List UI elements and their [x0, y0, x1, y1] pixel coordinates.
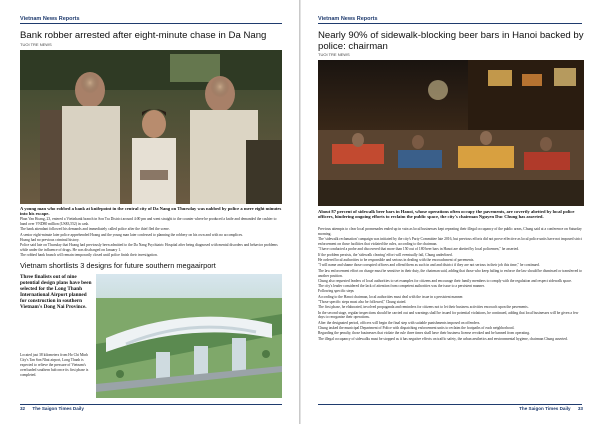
article-body	[20, 217, 282, 259]
airport-rendering	[96, 274, 282, 398]
left-page	[0, 0, 299, 424]
body-paragraph: In the second stage, regular inspections should be carried out and warnings shall be issued for potential violations, he continued, adding that local businesses will be given a few days to reorganize their operations.	[318, 310, 579, 320]
headline: Nearly 90% of sidewalk-blocking beer bars in Hanoi backed by police: chairman	[318, 30, 584, 52]
headline: Bank robber arrested after eight-minute chase in Da Nang	[20, 30, 267, 41]
source-label: TUOI TRE NEWS	[20, 42, 52, 47]
body-paragraph: "Those specific steps must also be followed," Chung stated.	[318, 299, 407, 304]
footer-brand: The Saigon Times Daily	[32, 406, 84, 411]
page-number: 33	[577, 406, 583, 411]
body-paragraph: Hoang had no previous criminal history.	[20, 237, 80, 242]
beer-street-photo	[318, 60, 584, 206]
footer-brand: The Saigon Times Daily	[519, 406, 571, 411]
body-paragraph: The robbed bank branch will remain temporarily closed until police finish their investigation.	[20, 253, 158, 258]
body-paragraph: Chung also requested leaders of local authorities to set examples for citizens and encourage their family members to comply with the regulation and respect sidewalk space.	[318, 278, 572, 283]
body-paragraph: Chung tasked the municipal Department of Police with dispatching enforcement units to reclaim the footpaths of each neighborhood.	[318, 326, 515, 331]
section-rule	[20, 23, 282, 24]
arrest-photo	[20, 50, 282, 204]
body-paragraph: A senior eight-minute later police apprehended Hoang and the young man later confessed to planning the robbery on his own and with no accomplices.	[20, 232, 244, 237]
body-paragraph: If the problem persists, the 'sidewalk clearing' effort will eventually fail, Chung underlined.	[318, 252, 453, 257]
section-label: Vietnam News Reports	[318, 16, 378, 22]
page-footer	[20, 406, 84, 411]
body-paragraph: The illegal occupancy of sidewalks must be stopped as it has negative effects on traffic safety, the urban aesthetics and environmental hygiene, chairman Chung asserted.	[318, 336, 568, 341]
section-label: Vietnam News Reports	[20, 16, 80, 22]
body-paragraph: The first phase, he elaborated, involved propaganda and reminders for citizens not to let their business activities encroach upon the pavements.	[318, 305, 529, 310]
page-footer	[519, 406, 583, 411]
sub-headline: Vietnam shortlists 3 designs for future southern megaairport	[20, 261, 216, 270]
body-paragraph: According to the Hanoi chairman, local authorities must deal with the issue in a persistent manner.	[318, 294, 464, 299]
source-label: TUOI TRE NEWS	[318, 52, 350, 57]
body-paragraph: The law enforcement effort on charge must be sensitive in their duty, the chairman said, adding that those who keep failing to enforce the law should be dismissed or transferred to another position.	[318, 268, 583, 278]
body-paragraph: Following specific steps	[318, 289, 354, 294]
body-paragraph: He ordered local authorities to be responsible and serious in dealing with the encroachment of pavements.	[318, 258, 475, 262]
body-paragraph: Previous attempts to clear local promenades ended up in vain as local businesses kept repeating their illegal occupancy of the public areas, Chung said at a conference on Saturday morning.	[318, 227, 582, 236]
photo-caption: A young man who robbed a bank at knifepoint in the central city of Da Nang on Thursday was nabbed by police a mere eight minutes into his escape.	[20, 206, 282, 217]
body-paragraph: Regarding the penalty, those businesses that violate the rule three times shall have their business license revoked and be banned from operating.	[318, 331, 531, 336]
pullquote: Three finalists out of nine potential design plans have been selected for the Long Thanh International Airport planned for construction in southern Vietnam's Dong Nai Province.	[20, 274, 92, 311]
body-paragraph: "I will name and shame those corrupted officers and offend them as such in and and district if they are not serious in their job this time," he continued.	[318, 263, 540, 268]
footer-rule	[318, 404, 582, 405]
body-paragraph: Phan Van Hoang, 23, entered a Vietinbank branch in Son Tra District around 4:00 pm and went straight to the counter where he produced a knife and demanded the cashier to hand over VND80 million (US$3,552) in cash.	[20, 217, 277, 226]
footer-rule	[20, 404, 282, 405]
right-page	[301, 0, 600, 424]
page-number: 32	[20, 406, 26, 411]
body-paragraph: The bank attendant followed his demands and immediately called police after the thief fled the scene.	[20, 227, 170, 232]
body-paragraph: The 'sidewalk reclamation' campaign was initiated by the city's Party Committee late 2016, but previous efforts did not prove effective as local police units have not imposed strict enforcement on those facilities that violated the rules, according to the chairman.	[318, 237, 582, 247]
body-paragraph: "I have conducted a probe and discovered that more than 150 out of 180 beer bars in Hanoi are abetted by local policemen," he asserted.	[318, 247, 520, 252]
photo-caption: About 87 percent of sidewalk beer bars in Hanoi, whose operations often occupy the pavements, are covertly abetted by local police officers, hindering ongoing efforts to reclaim the public space, the city's chairman Nguyen Duc Chung has asserted.	[318, 209, 575, 220]
pullquote-body: Located just 38 kilometers from Ho Chi Minh City's Tan Son Nhat airport, Long Thanh is expected to relieve the pressure of Vietnam's overloaded southern hub once its first phase is completed.	[20, 353, 89, 377]
article-body	[318, 227, 584, 342]
body-paragraph: Police said late on Thursday that Hoang had previously been admitted to the Da Nang Psychiatric Hospital after being diagnosed with mental disorders and behavior problems while under the influence of drugs. He was discharged on January 1.	[20, 243, 278, 252]
body-paragraph: The city's leader considered the lack of attention from competent authorities was the issue to a persistent manner.	[318, 284, 485, 289]
body-paragraph: After the designated period, officers will begin the final step with suitable punishments imposed on offenders.	[318, 320, 481, 325]
section-rule	[318, 23, 582, 24]
